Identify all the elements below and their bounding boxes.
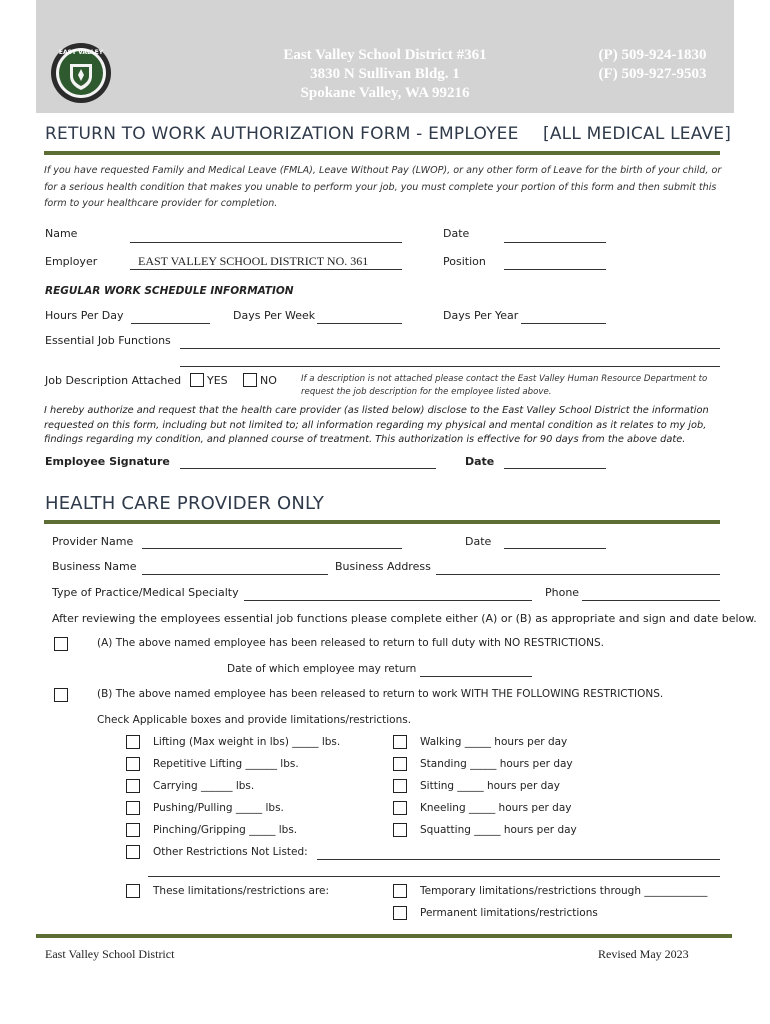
temporary-label: Temporary limitations/restrictions through ____________ <box>420 885 708 897</box>
other-restrictions-label: Other Restrictions Not Listed: <box>153 846 308 858</box>
repetitive-lifting-label: Repetitive Lifting ______ lbs. <box>153 758 299 770</box>
employer-value: EAST VALLEY SCHOOL DISTRICT NO. 361 <box>138 254 369 268</box>
option-b-text: (B) The above named employee has been released to return to work WITH THE FOLLOWING RESTRICTIONS. <box>97 688 664 700</box>
employee-signature-label: Employee Signature <box>45 455 170 468</box>
phone-field[interactable] <box>582 600 720 601</box>
days-per-week-field[interactable] <box>317 323 402 324</box>
practice-field[interactable] <box>244 600 532 601</box>
hours-per-day-label: Hours Per Day <box>45 309 124 322</box>
district-logo <box>50 42 112 104</box>
hours-per-day-field[interactable] <box>131 323 210 324</box>
date-field[interactable] <box>504 242 606 243</box>
address-line-3: Spokane Valley, WA 99216 <box>300 85 470 101</box>
business-address-label: Business Address <box>335 560 431 573</box>
kneeling-label: Kneeling _____ hours per day <box>420 802 572 814</box>
business-name-field[interactable] <box>142 574 328 575</box>
footer-district: East Valley School District <box>45 947 175 961</box>
option-a-checkbox[interactable] <box>54 637 68 651</box>
pushing-pulling-label: Pushing/Pulling _____ lbs. <box>153 802 284 814</box>
other-restrictions-field-2[interactable] <box>148 876 720 877</box>
days-per-year-label: Days Per Year <box>443 309 519 322</box>
lifting-checkbox[interactable] <box>126 735 140 749</box>
employer-label: Employer <box>45 255 98 268</box>
address-line-1: East Valley School District #361 <box>283 47 487 63</box>
essential-functions-label: Essential Job Functions <box>45 334 171 347</box>
option-b-checkbox[interactable] <box>54 688 68 702</box>
these-limitations-label: These limitations/restrictions are: <box>153 885 330 897</box>
practice-label: Type of Practice/Medical Specialty <box>52 586 239 599</box>
essential-functions-field-2[interactable] <box>180 366 720 367</box>
essential-functions-field-1[interactable] <box>180 348 720 349</box>
provider-rule <box>44 520 720 524</box>
days-per-year-field[interactable] <box>521 323 606 324</box>
intro-paragraph: If you have requested Family and Medical Leave (FMLA), Leave Without Pay (LWOP), or any other form of Leave for the birth of your child, or for a serious health condition that makes you unable to perform your job, you must complete your portion of this form and then submit this form to your healthcare provider for completion. <box>44 165 722 209</box>
no-label: NO <box>260 374 277 387</box>
footer-revised: Revised May 2023 <box>598 947 689 961</box>
fax-number: (F) 509-927-9503 <box>598 66 707 82</box>
footer-rule <box>36 934 732 938</box>
position-label: Position <box>443 255 486 268</box>
option-a-text: (A) The above named employee has been released to return to full duty with NO RESTRICTIONS. <box>97 637 604 649</box>
district-contact <box>570 46 735 84</box>
standing-label: Standing _____ hours per day <box>420 758 573 770</box>
other-restrictions-field-1[interactable] <box>317 859 720 860</box>
walking-checkbox[interactable] <box>393 735 407 749</box>
sitting-checkbox[interactable] <box>393 779 407 793</box>
check-applicable-label: Check Applicable boxes and provide limitations/restrictions. <box>97 714 412 726</box>
phone-number: (P) 509-924-1830 <box>598 47 707 63</box>
form-subtitle: [ALL MEDICAL LEAVE] <box>543 124 732 144</box>
repetitive-lifting-checkbox[interactable] <box>126 757 140 771</box>
walking-label: Walking _____ hours per day <box>420 736 568 748</box>
employer-field[interactable] <box>130 269 402 270</box>
return-date-field[interactable] <box>420 676 532 677</box>
provider-name-label: Provider Name <box>52 535 134 548</box>
days-per-week-label: Days Per Week <box>233 309 316 322</box>
permanent-label: Permanent limitations/restrictions <box>420 907 598 919</box>
temporary-checkbox[interactable] <box>393 884 407 898</box>
other-restrictions-checkbox[interactable] <box>126 845 140 859</box>
position-field[interactable] <box>504 269 606 270</box>
kneeling-checkbox[interactable] <box>393 801 407 815</box>
permanent-checkbox[interactable] <box>393 906 407 920</box>
provider-date-field[interactable] <box>504 548 606 549</box>
carrying-label: Carrying ______ lbs. <box>153 780 255 792</box>
title-rule <box>44 151 720 155</box>
form-title: RETURN TO WORK AUTHORIZATION FORM - EMPLOYEE <box>45 124 519 144</box>
yes-label: YES <box>207 374 228 387</box>
provider-date-label: Date <box>465 535 492 548</box>
phone-label: Phone <box>545 586 580 599</box>
address-line-2: 3830 N Sullivan Bldg. 1 <box>310 66 460 82</box>
svg-text:EAST VALLEY: EAST VALLEY <box>58 49 104 56</box>
schedule-heading: REGULAR WORK SCHEDULE INFORMATION <box>45 285 294 297</box>
signature-date-field[interactable] <box>504 468 606 469</box>
squatting-checkbox[interactable] <box>393 823 407 837</box>
job-description-label: Job Description Attached <box>45 374 182 387</box>
signature-date-label: Date <box>465 455 495 468</box>
pinching-gripping-checkbox[interactable] <box>126 823 140 837</box>
district-address <box>250 46 520 103</box>
no-checkbox[interactable] <box>243 373 257 387</box>
provider-heading: HEALTH CARE PROVIDER ONLY <box>45 493 325 514</box>
pinching-gripping-label: Pinching/Gripping _____ lbs. <box>153 824 298 836</box>
carrying-checkbox[interactable] <box>126 779 140 793</box>
employee-signature-field[interactable] <box>180 468 436 469</box>
these-limitations-checkbox[interactable] <box>126 884 140 898</box>
date-label: Date <box>443 227 470 240</box>
authorization-paragraph: I hereby authorize and request that the health care provider (as listed below) disclose to the East Valley School District the information requested on this form, including but not limited to; all information regarding my physical and mental condition as it relates to my job, findings regarding my condition, and planned course of treatment. This authorization is effective for 90 days from the above date. <box>44 405 709 445</box>
provider-name-field[interactable] <box>142 548 402 549</box>
yes-checkbox[interactable] <box>190 373 204 387</box>
pushing-pulling-checkbox[interactable] <box>126 801 140 815</box>
provider-instructions: After reviewing the employees essential job functions please complete either (A) or (B) as appropriate and sign and date below. <box>52 612 757 625</box>
standing-checkbox[interactable] <box>393 757 407 771</box>
business-address-field[interactable] <box>436 574 720 575</box>
business-name-label: Business Name <box>52 560 137 573</box>
return-date-label: Date of which employee may return <box>227 663 417 675</box>
sitting-label: Sitting _____ hours per day <box>420 780 560 792</box>
job-description-notice: If a description is not attached please contact the East Valley Human Resource Department to request the job description for the employee listed above. <box>301 374 708 397</box>
squatting-label: Squatting _____ hours per day <box>420 824 577 836</box>
name-label: Name <box>45 227 78 240</box>
name-field[interactable] <box>130 242 402 243</box>
lifting-label: Lifting (Max weight in lbs) _____ lbs. <box>153 736 341 748</box>
